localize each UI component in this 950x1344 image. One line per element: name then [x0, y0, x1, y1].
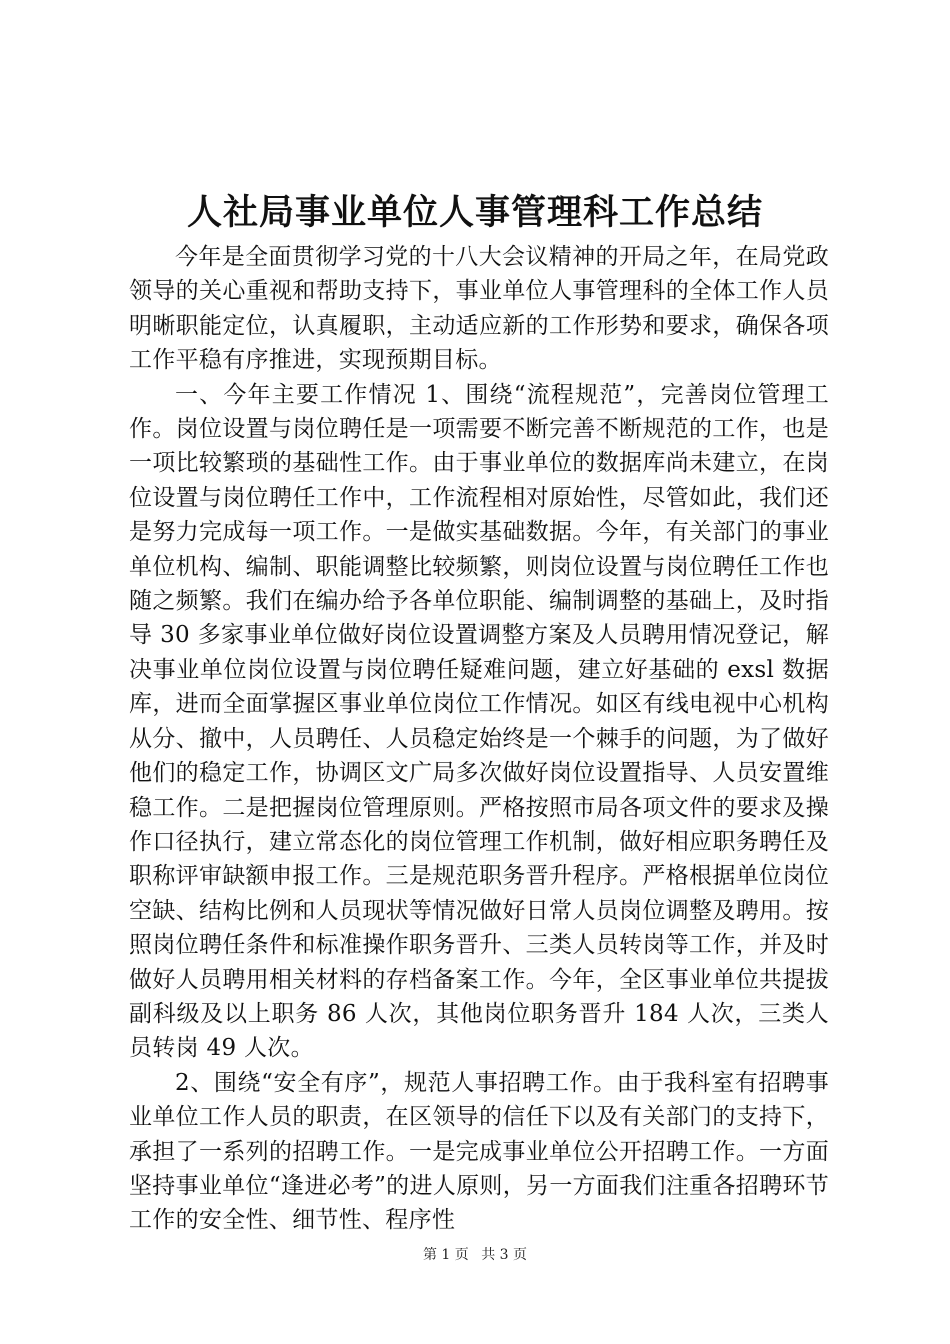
paragraph-intro: 今年是全面贯彻学习党的十八大会议精神的开局之年，在局党政领导的关心重视和帮助支持下，事业单位人事管理科的全体工作人员明晰职能定位，认真履职，主动适应新的工作形势和要求，确保各项工作平稳有序推进，实现预期目标。	[129, 244, 829, 374]
page-total: 共 3 页	[481, 1247, 528, 1263]
document-title: 人社局事业单位人事管理科工作总结	[186, 193, 763, 233]
document-body	[129, 240, 829, 1238]
page-number: 第 1 页	[422, 1247, 469, 1263]
page-footer	[0, 1244, 950, 1264]
paragraph-section-1: 一、今年主要工作情况 1、围绕“流程规范”，完善岗位管理工作。岗位设置与岗位聘任是一项需要不断完善不断规范的工作，也是一项比较繁琐的基础性工作。由于事业单位的数据库尚未建立，在岗位设置与岗位聘任工作中，工作流程相对原始性，尽管如此，我们还是努力完成每一项工作。一是做实基础数据。今年，有关部门的事业单位机构、编制、职能调整比较频繁，则岗位设置与岗位聘任工作也随之频繁。我们在编办给予各单位职能、编制调整的基础上，及时指导 30 多家事业单位做好岗位设置调整方案及人员聘用情况登记，解决事业单位岗位设置与岗位聘任疑难问题，建立好基础的 exsl 数据库，进而全面掌握区事业单位岗位工作情况。如区有线电视中心机构从分、撤中，人员聘任、人员稳定始终是一个棘手的问题，为了做好他们的稳定工作，协调区文广局多次做好岗位设置指导、人员安置维稳工作。二是把握岗位管理原则。严格按照市局各项文件的要求及操作口径执行，建立常态化的岗位管理工作机制，做好相应职务聘任及职称评审缺额申报工作。三是规范职务晋升程序。严格根据单位岗位空缺、结构比例和人员现状等情况做好日常人员岗位调整及聘用。按照岗位聘任条件和标准操作职务晋升、三类人员转岗等工作，并及时做好人员聘用相关材料的存档备案工作。今年，全区事业单位共提拔副科级及以上职务 86 人次，其他岗位职务晋升 184 人次，三类人员转岗 49 人次。	[129, 381, 829, 1062]
paragraph-section-2: 2、围绕“安全有序”，规范人事招聘工作。由于我科室有招聘事业单位工作人员的职责，在区领导的信任下以及有关部门的支持下，承担了一系列的招聘工作。一是完成事业单位公开招聘工作。一方面坚持事业单位“逢进必考”的进人原则，另一方面我们注重各招聘环节工作的安全性、细节性、程序性	[129, 1069, 829, 1234]
